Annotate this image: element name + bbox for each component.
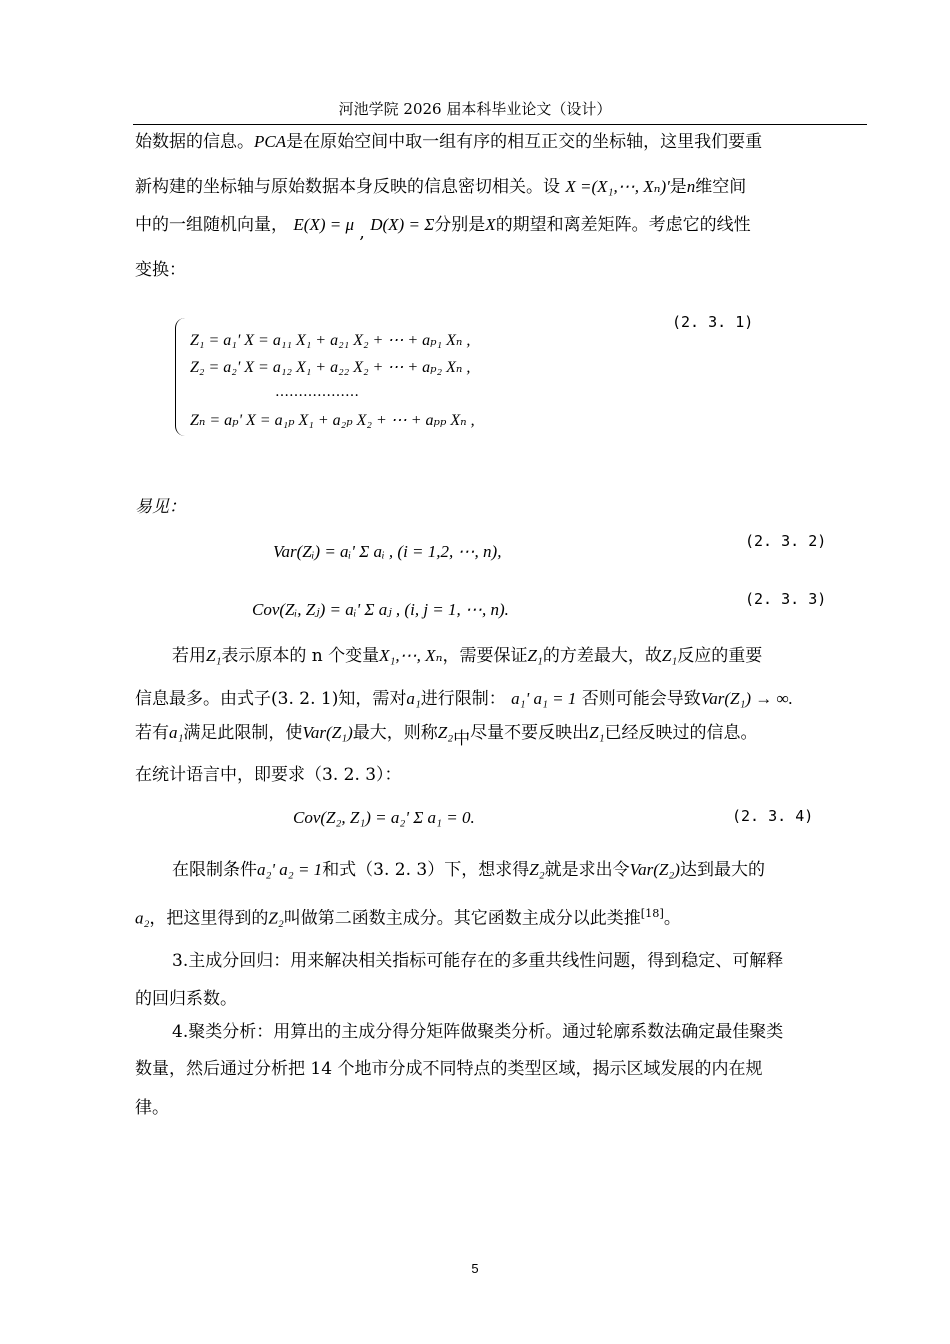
paragraph-3-line-2	[135, 899, 860, 929]
constraint-formula: a₂' a₂ = 1	[257, 860, 323, 879]
text: ，需要保证	[442, 646, 528, 666]
equation-number: (2. 3. 3)	[745, 590, 827, 608]
text: 就是求出令	[544, 860, 630, 880]
paragraph-1-line-1	[135, 127, 860, 157]
left-brace	[175, 318, 186, 436]
paragraph-4-line-1: 3.主成分回归：用来解决相关指标可能存在的多重共线性问题，得到稳定、可解释	[172, 951, 784, 971]
z1-symbol: Z₁	[661, 646, 678, 665]
text: 是在原始空间中取一组有序的相互正交的坐标轴，这里我们要重	[286, 132, 763, 152]
citation[interactable]: [18]	[640, 907, 664, 920]
constraint-formula: a₁' a₁ = 1	[511, 689, 577, 708]
text: 达到最大的	[679, 860, 765, 880]
var-z1: Var(Z₁)	[302, 723, 353, 742]
text: 新构建的坐标轴与原始数据本身反映的信息密切相关。设	[135, 177, 560, 197]
text: 的方差最大，故	[542, 646, 662, 666]
x-variables: X₁,⋯, Xₙ	[379, 646, 443, 665]
paragraph-2-line-2	[135, 684, 860, 714]
text: 。	[663, 908, 681, 929]
equation-row-1: Z₁ = a₁' X = a₁₁ X₁ + a₂₁ X₂ + ⋯ + aₚ₁ Xₙ ,	[190, 332, 471, 349]
text: 若用	[172, 646, 206, 666]
random-vector-formula: X =(X₁,⋯, Xₙ)'	[565, 177, 670, 196]
text: 最大，则称	[352, 723, 438, 743]
text: 中	[453, 729, 471, 749]
text: 信息最多。由式子(3. 2. 1)知，需对	[135, 689, 407, 709]
expectation-formula: E(X) = μ	[293, 215, 355, 234]
text: 尽量不要反映出	[470, 723, 590, 743]
equation-number: (2. 3. 2)	[745, 532, 827, 550]
text: 叫做第二函数主成分。其它函数主成分以此类推	[283, 908, 641, 929]
paragraph-2-line-3	[135, 718, 860, 748]
x-symbol: X	[485, 215, 496, 234]
z2-symbol: Z₂	[529, 860, 545, 879]
a2-symbol: a₂	[135, 908, 150, 928]
text: 维空间	[695, 177, 747, 197]
variance-formula: D(X) = Σ	[370, 215, 435, 234]
text: 满足此限制，使	[183, 723, 303, 743]
paragraph-1-line-2	[135, 172, 860, 202]
a1-symbol: a₁	[169, 723, 184, 742]
paragraph-5-line-1: 4.聚类分析：用算出的主成分得分矩阵做聚类分析。通过轮廓系数法确定最佳聚类	[172, 1022, 784, 1042]
paragraph-4-line-2: 的回归系数。	[135, 989, 237, 1009]
paragraph-2-line-4: 在统计语言中，即要求（3. 2. 3）：	[135, 765, 402, 785]
comma: ,	[359, 223, 365, 243]
easy-to-see-label: 易见：	[135, 497, 186, 517]
paragraph-3-line-1	[172, 855, 860, 885]
page-header: 河池学院 2026 届本科毕业论文（设计）	[338, 100, 612, 118]
text: 的期望和离差矩阵。考虑它的线性	[495, 215, 751, 235]
paragraph-1-line-3	[135, 210, 860, 243]
z1-symbol: Z₁	[206, 646, 222, 665]
equation-cov: Cov(Zᵢ, Zⱼ) = aᵢ' Σ aⱼ , (i, j = 1, ⋯, n).	[252, 600, 509, 619]
text: 反应的重要	[677, 646, 763, 666]
equation-number: (2. 3. 4)	[732, 807, 814, 825]
equation-row-2: Z₂ = a₂' X = a₁₂ X₁ + a₂₂ X₂ + ⋯ + aₚ₂ Xₙ ,	[190, 359, 471, 376]
text: 中的一组随机向量，	[135, 215, 288, 235]
text: ，把这里得到的	[149, 908, 269, 929]
paragraph-1-line-4: 变换：	[135, 260, 186, 280]
text: 若有	[135, 723, 169, 743]
equation-cov-zero: Cov(Z₂, Z₁) = a₂' Σ a₁ = 0.	[293, 808, 475, 827]
text: 分别是	[434, 215, 486, 235]
var-z2: Var(Z₂)	[629, 860, 680, 879]
equation-var: Var(Zᵢ) = aᵢ' Σ aᵢ , (i = 1,2, ⋯, n),	[273, 542, 502, 561]
equation-number: (2. 3. 1)	[672, 313, 754, 331]
z2-symbol: Z₂	[268, 908, 284, 928]
paragraph-5-line-3: 律。	[135, 1098, 169, 1118]
text: 和式（3. 2. 3）下，想求得	[322, 860, 530, 880]
text: 已经反映过的信息。	[604, 723, 758, 743]
n-symbol: n	[686, 177, 696, 196]
z1-symbol: Z₁	[527, 646, 543, 665]
variance-infinity: Var(Z₁) → ∞.	[700, 689, 793, 708]
text: 是	[669, 177, 687, 197]
text: 表示原本的 n 个变量	[221, 646, 380, 666]
text: 进行限制：	[420, 689, 506, 709]
z1-symbol: Z₁	[589, 723, 605, 742]
equation-row-n: Zₙ = aₚ' X = a₁ₚ X₁ + a₂ₚ X₂ + ⋯ + aₚₚ Xₙ ,	[190, 412, 475, 429]
page-number: 5	[471, 1261, 479, 1276]
paragraph-5-line-2: 数量，然后通过分析把 14 个地市分成不同特点的类型区域，揭示区域发展的内在规	[135, 1059, 763, 1079]
text: 否则可能会导致	[581, 689, 701, 709]
text: 始数据的信息。	[135, 132, 254, 152]
text: 在限制条件	[172, 860, 257, 880]
paragraph-2-line-1	[172, 641, 860, 671]
equation-row-ellipsis: ………………	[275, 384, 359, 400]
pca-symbol: PCA	[254, 132, 287, 151]
header-rule	[133, 124, 867, 125]
a1-symbol: a₁	[406, 689, 421, 708]
z2-symbol: Z₂	[437, 723, 454, 742]
